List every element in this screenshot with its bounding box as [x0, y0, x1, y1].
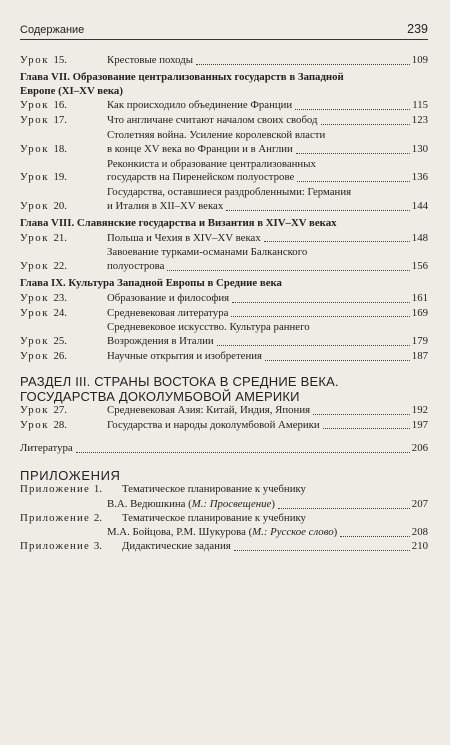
chapter-heading-line: Глава VII. Образование централизованных государств в Западной — [20, 70, 344, 83]
toc-entry — [20, 404, 428, 418]
entry-page: 136 — [411, 171, 428, 184]
entry-title: Столетняя война. Усиление королевской власти — [107, 128, 326, 141]
entry-title: Завоевание турками-османами Балканского — [107, 246, 308, 259]
running-header — [20, 22, 428, 40]
entry-text — [122, 512, 428, 526]
lesson-label: Урок 21. — [20, 231, 67, 244]
lesson-number: 16. — [53, 99, 67, 112]
lesson-label: Урок 18. — [20, 142, 67, 155]
literature-entry — [20, 442, 428, 456]
entry-line — [122, 540, 428, 554]
entry-title: Научные открытия и изобретения — [107, 349, 262, 362]
entry-title: полуострова — [107, 260, 165, 273]
entry-line — [107, 292, 428, 306]
leader-dots — [313, 414, 410, 415]
leader-dots — [323, 428, 410, 429]
entry-page: 115 — [412, 99, 428, 112]
entry-line — [107, 404, 428, 418]
entry-page: 148 — [411, 231, 428, 244]
entry-text — [107, 129, 428, 157]
chapter-heading-line: Глава VIII. Славянские государства и Византия в XIV–XV веках — [20, 216, 337, 229]
entry-title: Крестовые походы — [107, 54, 194, 66]
appendix-label: Приложение 1. — [20, 482, 102, 495]
lesson-number: 18. — [53, 142, 67, 155]
entry-line — [107, 260, 428, 274]
toc-entry — [20, 292, 428, 306]
header-page-number: 239 — [407, 22, 428, 36]
entry-text — [107, 99, 428, 113]
entry-line — [107, 307, 428, 321]
entry-text — [107, 114, 428, 128]
appendix-number: 2. — [93, 511, 102, 524]
appendix-label: Приложение 3. — [20, 540, 102, 553]
entry-line — [107, 232, 428, 246]
header-title: Содержание — [20, 24, 85, 36]
lesson-number: 19. — [53, 171, 67, 184]
lesson-number: 21. — [53, 231, 67, 244]
chapter-heading — [20, 277, 428, 291]
entry-line — [107, 129, 428, 143]
entry-line — [107, 171, 428, 185]
entry-page: 207 — [411, 497, 428, 510]
entry-title: Государства и народы доколумбовой Америки — [107, 418, 320, 431]
appendix-number: 3. — [93, 540, 102, 553]
lesson-number: 27. — [53, 403, 67, 416]
entry-text — [107, 186, 428, 214]
toc-entry — [20, 129, 428, 157]
entry-text — [122, 483, 428, 497]
entry-line — [107, 114, 428, 128]
leader-dots — [232, 302, 410, 303]
entry-text — [107, 292, 428, 306]
lesson-label: Урок 17. — [20, 114, 67, 127]
lesson-number: 23. — [53, 291, 67, 304]
appendix-entry — [20, 540, 428, 554]
entry-page: 130 — [411, 142, 428, 155]
section-heading — [20, 374, 428, 404]
entry-page: 179 — [411, 335, 428, 348]
entry-line — [107, 246, 428, 260]
entry-line — [122, 512, 428, 526]
lesson-label: Урок 23. — [20, 291, 67, 304]
lesson-number: 28. — [53, 418, 67, 431]
entry-title: Средневековое искусство. Культура раннего — [107, 321, 310, 334]
toc-entry — [20, 321, 428, 349]
entry-page: 144 — [411, 199, 428, 212]
lesson-label: Урок 24. — [20, 306, 67, 319]
section-heading-line: РАЗДЕЛ III. СТРАНЫ ВОСТОКА В СРЕДНИЕ ВЕКА. — [20, 373, 339, 389]
entry-page: 197 — [411, 418, 428, 431]
entry-title: Дидактические задания — [122, 540, 231, 553]
appendix-entry — [20, 512, 428, 526]
toc-entry — [20, 186, 428, 214]
entry-text — [107, 54, 428, 68]
entry-line — [107, 350, 428, 364]
entry-title: Что англичане считают началом своих свобод — [107, 114, 318, 127]
entry-line — [107, 200, 428, 214]
entry-text — [107, 419, 428, 433]
entry-line — [107, 54, 428, 68]
chapter-heading-line: Глава IX. Культура Западной Европы в Средние века — [20, 276, 282, 289]
lesson-label: Урок 28. — [20, 418, 67, 431]
toc-entry — [20, 350, 428, 364]
entry-line — [107, 419, 428, 433]
toc-entry — [20, 419, 428, 433]
publisher-name: М.: Русское слово — [252, 526, 334, 539]
entry-title: Тематическое планирование к учебнику — [122, 482, 306, 495]
entry-page: 123 — [411, 114, 428, 127]
leader-dots — [167, 270, 409, 271]
entry-line — [122, 483, 428, 497]
lesson-label: Урок 15. — [20, 54, 67, 66]
lesson-number: 20. — [53, 199, 67, 212]
leader-dots — [340, 536, 410, 537]
entry-title: М.А. Бойцова, Р.М. Шукурова (М.: Русское слово) — [107, 526, 338, 539]
entry-text — [122, 540, 428, 554]
lesson-number: 15. — [53, 54, 67, 66]
entry-line — [107, 99, 428, 113]
lesson-label: Урок 25. — [20, 335, 67, 348]
entry-page: 156 — [411, 260, 428, 273]
entry-page: 206 — [411, 442, 428, 455]
table-of-contents — [20, 54, 428, 555]
appendix-number: 1. — [93, 482, 102, 495]
lesson-number: 26. — [53, 349, 67, 362]
toc-entry — [20, 99, 428, 113]
entry-text — [107, 158, 428, 186]
entry-title: в конце XV века во Франции и в Англии — [107, 142, 293, 155]
leader-dots — [321, 124, 410, 125]
leader-dots — [264, 241, 410, 242]
entry-title: и Италия в XII–XV веках — [107, 199, 224, 212]
chapter-heading — [20, 71, 428, 99]
entry-title: Образование и философия — [107, 291, 230, 304]
leader-dots — [226, 210, 410, 211]
entry-text — [107, 232, 428, 246]
toc-entry — [20, 307, 428, 321]
entry-text — [107, 404, 428, 418]
entry-line — [107, 143, 428, 157]
entry-title: Государства, оставшиеся раздробленными: Германия — [107, 186, 352, 199]
entry-text — [107, 350, 428, 364]
entry-text — [107, 321, 428, 349]
toc-entry — [20, 158, 428, 186]
leader-dots — [265, 360, 410, 361]
lesson-number: 22. — [53, 260, 67, 273]
leader-dots — [297, 181, 410, 182]
entry-line — [107, 186, 428, 200]
lesson-label: Урок 20. — [20, 199, 67, 212]
entry-line — [107, 335, 428, 349]
leader-dots — [231, 316, 409, 317]
chapter-heading — [20, 217, 428, 231]
toc-entry — [20, 246, 428, 274]
leader-dots — [76, 452, 410, 453]
entry-title: В.А. Ведюшкина (М.: Просвещение) — [107, 497, 275, 510]
appendix-entry — [20, 483, 428, 497]
lesson-number: 24. — [53, 306, 67, 319]
entry-page: 187 — [411, 349, 428, 362]
leader-dots — [234, 550, 410, 551]
entry-title: государств на Пиренейском полуострове — [107, 171, 295, 184]
lesson-number: 25. — [53, 335, 67, 348]
entry-title: Тематическое планирование к учебнику — [122, 511, 306, 524]
appendix-label: Приложение 2. — [20, 511, 102, 524]
entry-page: 109 — [411, 54, 428, 66]
leader-dots — [278, 508, 410, 509]
entry-line — [107, 158, 428, 172]
appendix-heading: ПРИЛОЖЕНИЯ — [20, 468, 121, 484]
entry-page: 161 — [411, 291, 428, 304]
entry-page: 208 — [411, 526, 428, 539]
toc-entry — [20, 54, 428, 68]
leader-dots — [217, 345, 410, 346]
lesson-number: 17. — [53, 114, 67, 127]
entry-title: Как происходило объединение Франции — [107, 99, 293, 112]
entry-page: 210 — [411, 540, 428, 553]
publisher-name: М.: Просвещение — [191, 497, 272, 510]
leader-dots — [296, 153, 410, 154]
entry-title: Средневековая Азия: Китай, Индия, Япония — [107, 403, 311, 416]
lesson-label: Урок 27. — [20, 403, 67, 416]
lesson-label: Урок 16. — [20, 99, 67, 112]
section-heading-line: ГОСУДАРСТВА ДОКОЛУМБОВОЙ АМЕРИКИ — [20, 388, 300, 404]
toc-entry — [20, 232, 428, 246]
entry-title: Реконкиста и образование централизованных — [107, 157, 316, 170]
entry-text — [107, 246, 428, 274]
entry-page: 192 — [411, 403, 428, 416]
entry-title: Средневековая литература — [107, 306, 229, 319]
toc-entry — [20, 114, 428, 128]
entry-title: Возрождения в Италии — [107, 335, 214, 348]
entry-line — [107, 321, 428, 335]
literature-label: Литература — [20, 442, 73, 455]
entry-line — [20, 526, 428, 540]
entry-title: Польша и Чехия в XIV–XV веках — [107, 231, 261, 244]
entry-text — [107, 307, 428, 321]
entry-page: 169 — [411, 306, 428, 319]
leader-dots — [295, 109, 410, 110]
leader-dots — [196, 64, 410, 65]
lesson-label: Урок 26. — [20, 349, 67, 362]
lesson-label: Урок 19. — [20, 171, 67, 184]
chapter-heading-line: Европе (XI–XV века) — [20, 84, 123, 97]
entry-line — [20, 498, 428, 512]
lesson-label: Урок 22. — [20, 260, 67, 273]
